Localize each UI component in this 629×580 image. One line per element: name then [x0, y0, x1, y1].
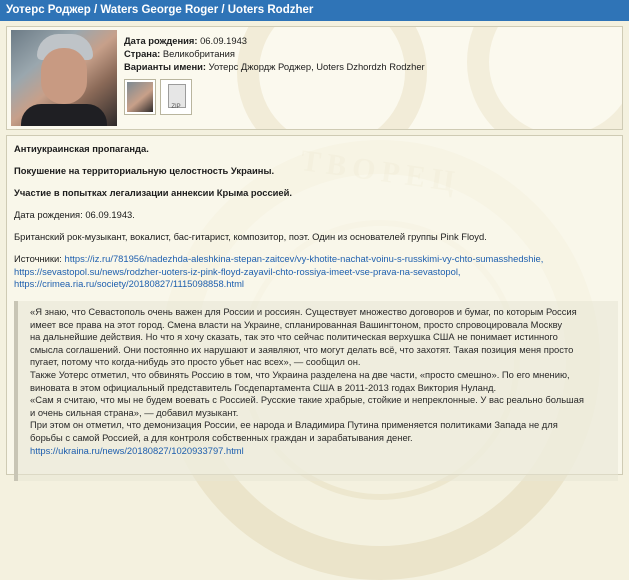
quote-block [14, 301, 618, 481]
quote-line: «Я знаю, что Севастополь очень важен для России и россиян. Существует множество договоров и бумаг, по которым Россия [30, 306, 577, 317]
photo-thumbnail[interactable] [124, 79, 156, 115]
quote-line: имеет все права на этот город. Смена власти на Украине, спланированная Вашингтоном, просто спровоцировала Москву [30, 318, 563, 330]
accusation-2: Покушение на территориальную целостность Украины. [14, 165, 275, 176]
quote-line: Также Уотерс отметил, что обвинять Россию в том, что Украина разделена на две части, «просто смешно». По его мнению, [30, 368, 570, 380]
quote-line: на дальнейшие действия. Но что я хочу сказать, так это что сейчас политическая верхушка США не понимает истинного [30, 331, 558, 343]
source-link-3[interactable]: https://crimea.ria.ru/society/20180827/1115098858.html [14, 278, 244, 289]
portrait-photo[interactable] [11, 30, 117, 126]
quote-line: При этом он отметил, что демонизация России, ее народа и Владимира Путина применяется политиками Запада не для [30, 419, 558, 431]
accusation-1: Антиукраинская пропаганда. [14, 143, 149, 154]
zip-label: ZIP [171, 104, 181, 110]
quote-line: «Сам я считаю, что мы не будем воевать с Россией. Русские такие храбрые, стойкие и непреклонные. У вас реально большая [30, 394, 584, 406]
profile-facts [124, 34, 425, 73]
quote-source-link[interactable]: https://ukraina.ru/news/20180827/1020933797.html [30, 444, 244, 456]
fact-name-variants: Варианты имени: Уотерс Джордж Роджер, Uoters Dzhordzh Rodzher [124, 61, 425, 72]
description-panel [6, 135, 623, 475]
page-title: Уотерс Роджер / Waters George Roger / Uoters Rodzher [0, 0, 629, 21]
bio-text: Британский рок-музыкант, вокалист, бас-гитарист, композитор, поэт. Один из основателей группы Pink Floyd. [14, 231, 487, 242]
fact-country: Страна: Великобритания [124, 48, 235, 59]
quote-line: смысла соглашений. Они постоянно их нарушают и заявляют, что могут делать всё, что захотят. Такая позиция меня просто [30, 343, 574, 355]
profile-card [6, 26, 623, 130]
quote-line: виновата в этом официальный представитель Госдепартамента США в 2011-2013 годах Виктория Нуланд. [30, 381, 497, 393]
source-link-2[interactable]: https://sevastopol.su/news/rodzher-uoters-iz-pink-floyd-zayavil-chto-rossiya-imeet-vse-prava-na-sevastopol, [14, 265, 461, 277]
quote-line: пугает, потому что когда-нибудь это просто убьет нас всех», — сообщил он. [30, 356, 361, 368]
accusation-3: Участие в попытках легализации аннексии Крыма россией. [14, 187, 292, 198]
card-seal-right [467, 26, 623, 130]
quote-line: и очень сильная страна», — добавил музыкант. [30, 406, 239, 418]
sources-block [14, 253, 543, 291]
source-link-1[interactable]: https://iz.ru/781956/nadezhda-aleshkina-stepan-zaitcev/vy-khotite-nachat-voinu-s-russkimi-vy-chto-sumasshedshie, [64, 253, 544, 264]
quote-line: борьбы с самой Россией, а для контроля собственных граждан и зарабатывания денег. [30, 431, 413, 443]
sources-label: Источники: [14, 253, 62, 264]
fact-birth-date: Дата рождения: 06.09.1943 [124, 35, 247, 46]
zip-file-icon[interactable] [160, 79, 192, 115]
birth-date-line: Дата рождения: 06.09.1943. [14, 209, 135, 220]
